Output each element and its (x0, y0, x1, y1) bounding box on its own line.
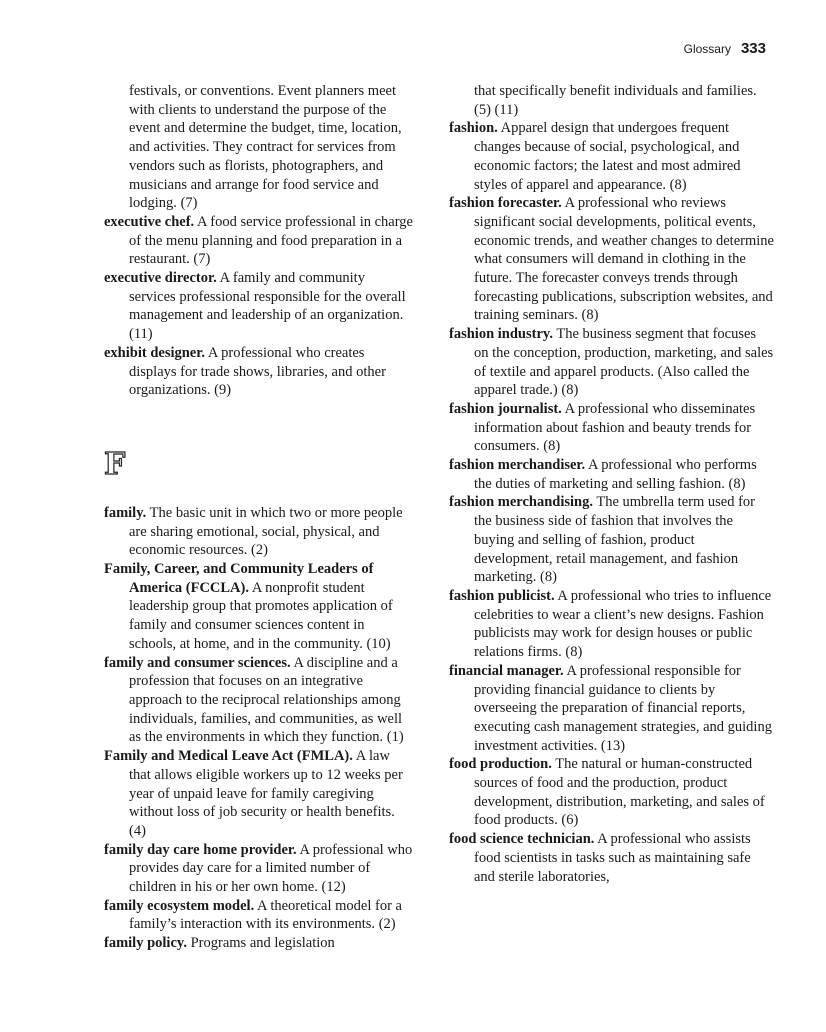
glossary-entry (449, 456, 774, 493)
glossary-entry (449, 400, 774, 456)
chapter-refs: (5) (11) (474, 101, 519, 118)
chapter-refs: (8) (561, 382, 579, 399)
glossary-entry (449, 662, 774, 756)
glossary-entry (104, 747, 414, 841)
glossary-entry (104, 654, 414, 748)
term: Family and Medical Leave Act (FMLA). (104, 748, 353, 765)
section-letter: F (104, 446, 126, 482)
term: food production. (449, 756, 552, 773)
definition: A professional who tries to influence celebrities to wear a client’s new designs. Fashion publicists may work for design houses or public relations firms. (474, 587, 772, 661)
definition: A nonprofit student leadership group that promotes application of family and consumer sciences content in schools, at home, and in the community. (129, 579, 393, 652)
entry-list-right (449, 119, 774, 886)
definition: A professional who performs the duties of marketing and selling fashion. (474, 457, 757, 492)
definition: A food service professional in charge of the menu planning and food preparation in a restaurant. (129, 213, 413, 268)
term: Family, Career, and Community Leaders of America (FCCLA). (104, 561, 374, 596)
entry-list-f (104, 504, 414, 953)
chapter-refs: (8) (669, 176, 687, 193)
term: fashion. (449, 120, 498, 137)
chapter-refs: (2) (378, 916, 396, 933)
glossary-entry (104, 344, 414, 400)
chapter-refs: (1) (386, 729, 404, 746)
definition: The natural or human-constructed sources of food and the production, product development, distribution, marketing, and sales of food products. (474, 756, 765, 829)
glossary-entry (104, 213, 414, 269)
glossary-entry (104, 560, 414, 654)
term: family and consumer sciences. (104, 654, 291, 671)
definition: A family and community services professional responsible for the overall management and leadership of an organization. (129, 270, 406, 324)
chapter-refs: (8) (728, 475, 746, 492)
definition: A professional who creates displays for trade shows, libraries, and other organizations. (129, 344, 386, 399)
glossary-entry (449, 325, 774, 400)
definition: Programs and legislation (190, 935, 335, 952)
chapter-refs: (9) (214, 382, 232, 399)
definition: A discipline and a profession that focuses on an integrative approach to the reciprocal relationships among individuals, families, and communities, as well as the environments in which they function. (129, 654, 403, 746)
glossary-entry (449, 755, 774, 830)
glossary-entry (104, 504, 414, 560)
chapter-refs: (13) (600, 737, 626, 754)
term: exhibit designer. (104, 344, 205, 361)
definition: The business segment that focuses on the conception, production, marketing, and sales of textile and apparel products. (Also called the apparel trade.) (474, 326, 774, 399)
chapter-refs: (4) (129, 822, 146, 839)
term: fashion merchandising. (449, 494, 593, 511)
term: food science technician. (449, 831, 595, 848)
chapter-refs: (8) (540, 569, 557, 586)
definition: The basic unit in which two or more people are sharing emotional, social, physical, and economic resources. (129, 504, 403, 559)
left-column (104, 82, 414, 953)
continued-entry (104, 82, 414, 213)
term: executive director. (104, 270, 217, 287)
glossary-entry (104, 841, 414, 897)
chapter-refs: (2) (251, 542, 268, 559)
glossary-entry (104, 269, 414, 344)
glossary-entry (449, 587, 774, 662)
term: family. (104, 504, 147, 521)
term: fashion merchandiser. (449, 457, 586, 474)
chapter-refs: (12) (321, 879, 346, 896)
term: fashion journalist. (449, 400, 562, 417)
definition: A professional responsible for providing financial guidance to clients by overseeing the preparation of financial reports, executing cash management strategies, and guiding investment activities. (474, 662, 772, 754)
term: family policy. (104, 935, 187, 952)
glossary-entry (449, 119, 774, 194)
term: fashion forecaster. (449, 195, 562, 212)
chapter-refs: (6) (561, 812, 579, 829)
entry-list-e (104, 213, 414, 400)
term: family ecosystem model. (104, 897, 255, 914)
running-header (684, 40, 766, 57)
definition: A professional who disseminates information about fashion and beauty trends for consumers. (474, 400, 756, 455)
chapter-refs: (8) (543, 438, 561, 455)
glossary-entry (449, 493, 774, 587)
right-column (449, 82, 774, 886)
definition: A professional who reviews significant social developments, political events, economic trends, and weather changes to determine what consumers will demand in clothing in the future. The forecaster conveys trends through forecasting publications, subscription websites, and training seminars. (474, 195, 774, 324)
glossary-entry (104, 934, 414, 953)
chapter-refs: (8) (565, 644, 583, 661)
term: fashion industry. (449, 326, 553, 343)
section-title: Glossary (683, 42, 731, 56)
glossary-entry (449, 194, 774, 325)
glossary-entry (449, 830, 774, 886)
definition: A professional who provides day care for a limited number of children in his or her own home. (129, 841, 413, 896)
definition: that specifically benefit individuals and families. (474, 83, 757, 99)
term: financial manager. (449, 662, 564, 679)
continued-entry (449, 82, 774, 119)
chapter-refs: (10) (366, 635, 391, 652)
chapter-refs: (7) (193, 251, 211, 268)
definition: festivals, or conventions. Event planners meet with clients to understand the purpose of the event and determine the budget, time, location, and activities. They contract for services from vendors such as florists, photographers, and musicians and arrange for food service and lodging. (129, 83, 402, 212)
definition: A law that allows eligible workers up to 12 weeks per year of unpaid leave for family caregiving without loss of job security or health benefits. (129, 748, 403, 821)
term: fashion publicist. (449, 587, 555, 604)
chapter-refs: (8) (581, 307, 599, 324)
definition: A professional who assists food scientists in tasks such as maintaining safe and sterile laboratories, (474, 831, 751, 885)
page-number: 333 (740, 40, 766, 57)
definition: A theoretical model for a family’s interaction with its environments. (129, 897, 402, 933)
term: executive chef. (104, 213, 195, 230)
chapter-refs: (11) (129, 326, 153, 343)
term: family day care home provider. (104, 841, 297, 858)
chapter-refs: (7) (180, 195, 198, 212)
definition: Apparel design that undergoes frequent changes because of social, psychological, and economic factors; the latest and most admired styles of apparel and appearance. (474, 120, 741, 193)
glossary-entry (104, 897, 414, 934)
definition: The umbrella term used for the business side of fashion that involves the buying and selling of fashion, product development, retail management, and fashion marketing. (474, 494, 755, 586)
